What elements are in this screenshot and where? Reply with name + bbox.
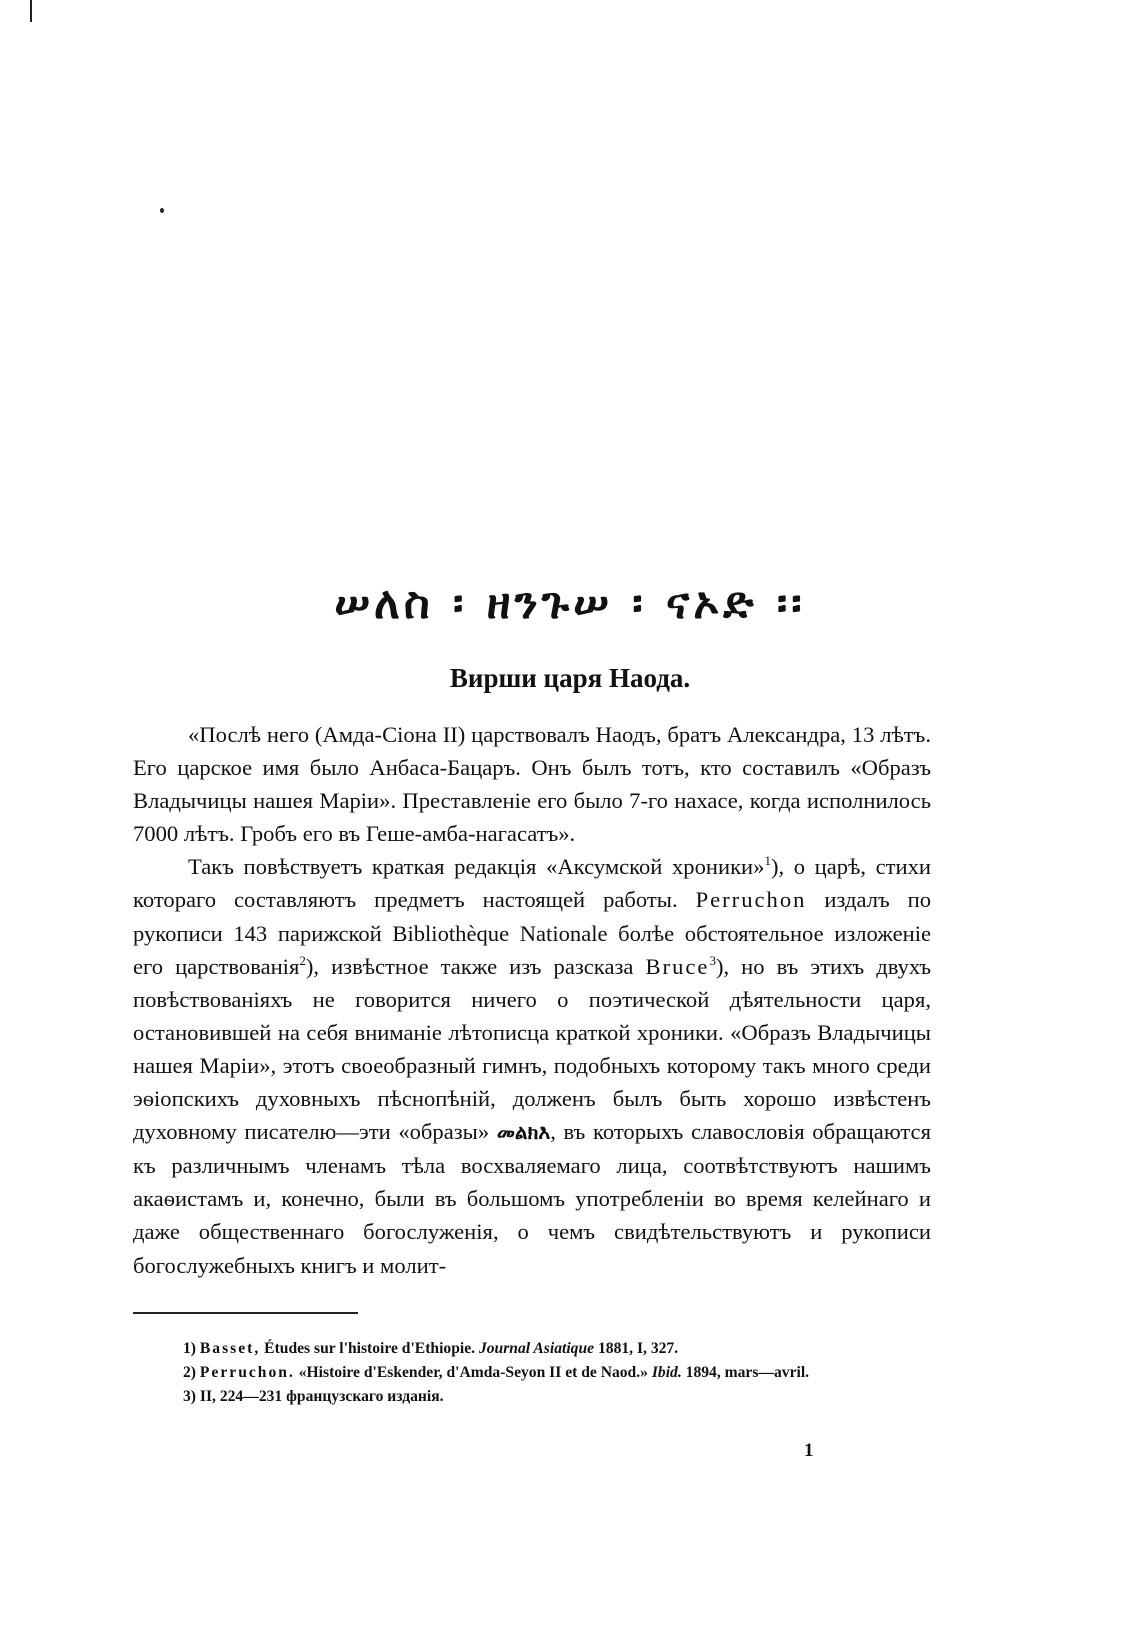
- footnote-1-author: Basset,: [199, 1340, 261, 1357]
- footnote-ref-1: 1: [764, 853, 771, 869]
- page-edge-line: [30, 0, 32, 22]
- footnote-3: [133, 1385, 931, 1409]
- footnote-1: [133, 1337, 931, 1361]
- footnote-1-text: Études sur l'histoire d'Ethiopie.: [264, 1340, 476, 1357]
- footnote-2-text: «Histoire d'Eskender, d'Amda-Seyon II et de Naod.»: [298, 1364, 648, 1381]
- paragraph-2-part-4: ), извѣстное также изъ разсказа: [305, 953, 634, 979]
- footnote-ref-2: 2: [299, 952, 306, 968]
- footnote-1-journal: Journal Asiatique: [478, 1340, 595, 1357]
- ethiopic-word: መልክእ: [496, 1120, 551, 1145]
- page-title: Вирши царя Наода.: [449, 663, 691, 693]
- footnote-3-text: II, 224—231 французскаго изданія.: [199, 1388, 444, 1405]
- footnote-3-number: 3): [183, 1388, 196, 1405]
- ethiopic-title: ሠለስ ፡ ዘንጉሠ ፡ ናኦድ ፡፡: [334, 578, 806, 629]
- page-number: 1: [804, 1440, 814, 1461]
- footnote-1-ref: 1881, I, 327.: [597, 1340, 679, 1357]
- footnote-2-author: Perruchon.: [199, 1364, 295, 1381]
- footnotes: [133, 1337, 931, 1409]
- footnote-ref-3: 3: [709, 952, 716, 968]
- paragraph-2-part-5: ), но въ этихъ двухъ повѣствованіяхъ не говорится ничего о поэтической дѣятельности царя, остановившей на себя вниманіе лѣтописца краткой хроники. «Образъ Владычицы нашея Маріи», этотъ своеобразный гимнъ, подобныхъ которому такъ много среди эѳіопскихъ духовныхъ пѣснопѣній, долженъ былъ быть хорошо извѣстенъ духовному писателю—эти «образы»: [133, 953, 932, 1145]
- name-perruchon: Perruchon: [695, 887, 807, 913]
- main-text: [133, 718, 931, 1282]
- footnote-2-number: 2): [183, 1364, 196, 1381]
- scan-speck: [160, 208, 164, 213]
- paragraph-1: «Послѣ него (Амда-Сіона II) царствовалъ Наодъ, братъ Александра, 13 лѣтъ. Его царское имя было Анбаса-Бацаръ. Онъ былъ тотъ, кто составилъ «Образъ Владычицы нашея Маріи». Преставленіе его было 7-го нахасе, когда исполнилось 7000 лѣтъ. Гробъ его въ Геше-амба-нагасатъ».: [133, 722, 931, 847]
- footnote-divider: [133, 1312, 358, 1314]
- paragraph-2-part-3: издалъ по рукописи 143 парижской Bibliothèque Nationale болѣе обстоятельное изложеніе его царствованія: [133, 887, 931, 979]
- paragraph-2: [133, 850, 931, 1281]
- name-bruce: Bruce: [645, 953, 710, 979]
- paragraph-2-part-1: Такъ повѣствуетъ краткая редакція «Аксумской хроники»: [188, 854, 765, 880]
- paragraph-2-part-6: , въ которыхъ славословія обращаются къ различнымъ членамъ тѣла восхваляемаго лица, соотвѣтствуютъ нашимъ акаѳистамъ и, конечно, были въ большомъ употребленіи во время келейнаго и даже общественнаго богослуженія, о чемъ свидѣтельствуютъ и рукописи богослужебныхъ книгъ и молит-: [133, 1119, 931, 1278]
- footnote-2-ibid: Ibid.: [651, 1364, 682, 1381]
- footnote-2: [133, 1361, 931, 1385]
- footnote-2-ref: 1894, mars—avril.: [685, 1364, 810, 1381]
- paragraph-2-part-2: ), о царѣ, стихи котораго составляютъ предметъ настоящей работы.: [133, 854, 931, 913]
- footnote-1-number: 1): [183, 1340, 196, 1357]
